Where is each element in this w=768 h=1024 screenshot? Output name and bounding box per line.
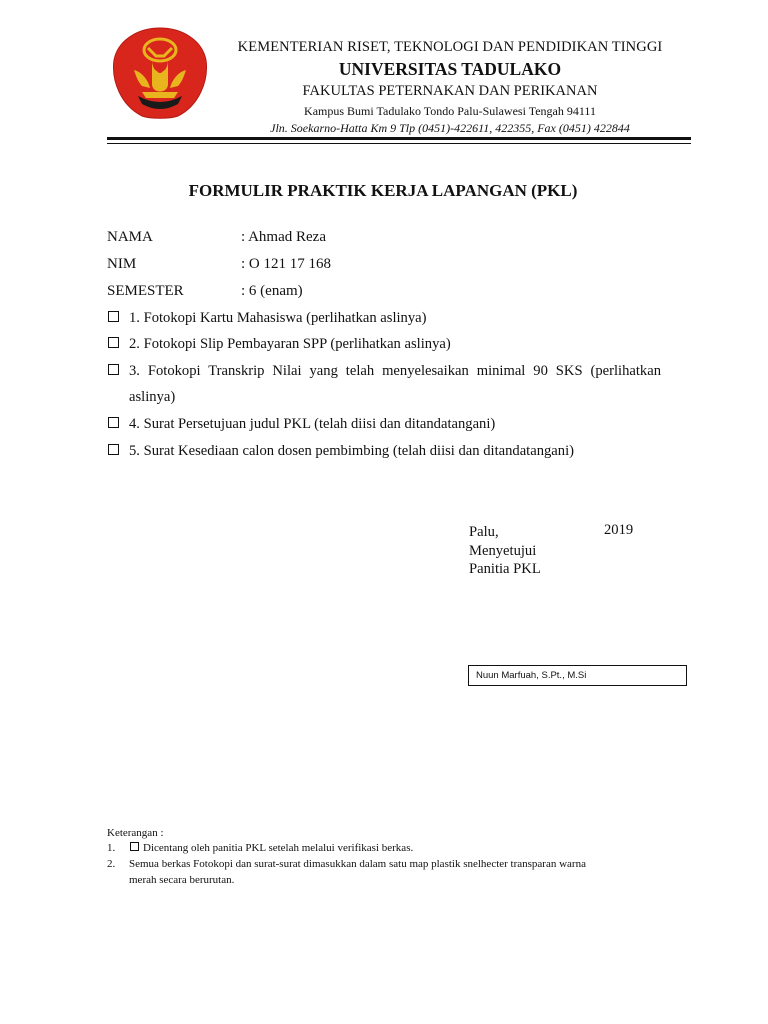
header-divider-thin: [107, 143, 691, 144]
field-nama: [107, 229, 326, 246]
checklist-text: 2. Fotokopi Slip Pembayaran SPP (perlihatkan aslinya): [129, 336, 451, 352]
signature-committee: Panitia PKL: [469, 561, 541, 577]
notes-heading: Keterangan :: [107, 827, 164, 839]
checkbox[interactable]: [108, 417, 119, 428]
header-divider-thick: [107, 137, 691, 140]
checklist-text: 4. Surat Persetujuan judul PKL (telah diisi dan ditandatangani): [129, 416, 496, 432]
campus-address: Kampus Bumi Tadulako Tondo Palu-Sulawesi Tengah 94111: [304, 104, 596, 118]
faculty-name: FAKULTAS PETERNAKAN DAN PERIKANAN: [302, 83, 598, 99]
field-value: : 6 (enam): [241, 283, 303, 299]
university-logo: [112, 26, 208, 120]
signature-approval: Menyetujui: [469, 543, 537, 559]
checklist-text: 5. Surat Kesediaan calon dosen pembimbing (telah diisi dan ditandatangani): [129, 443, 574, 459]
signature-year: 2019: [604, 522, 634, 538]
field-label: NIM: [107, 256, 137, 272]
note-text: Semua berkas Fotokopi dan surat-surat dimasukkan dalam satu map plastik snelhecter transparan warna: [129, 858, 586, 870]
field-label: NAMA: [107, 229, 153, 245]
checklist-item: [107, 305, 661, 331]
field-label: SEMESTER: [107, 283, 184, 299]
field-value: : O 121 17 168: [241, 256, 331, 272]
note-continuation: merah secara berurutan.: [129, 874, 235, 886]
field-nim: [107, 256, 331, 273]
note-text: Dicentang oleh panitia PKL setelah melalui verifikasi berkas.: [143, 842, 414, 854]
checklist-item-continuation: aslinya): [129, 389, 176, 405]
checklist-item: [107, 331, 661, 357]
checklist-text: 3. Fotokopi Transkrip Nilai yang telah menyelesaikan minimal 90 SKS (perlihatkan: [129, 363, 661, 379]
signatory-name-box: [468, 665, 687, 686]
field-semester: [107, 283, 303, 300]
checkbox[interactable]: [108, 444, 119, 455]
checkbox[interactable]: [108, 337, 119, 348]
checklist-item: [107, 358, 661, 384]
checklist-item: [107, 411, 661, 437]
note-number: 1.: [107, 842, 116, 854]
note-item: [107, 842, 413, 854]
form-title: FORMULIR PRAKTIK KERJA LAPANGAN (PKL): [188, 181, 578, 200]
checkbox-icon: [130, 842, 139, 851]
note-item: [107, 858, 586, 870]
note-number: 2.: [107, 858, 116, 870]
ministry-name: KEMENTERIAN RISET, TEKNOLOGI DAN PENDIDIKAN TINGGI: [237, 39, 663, 55]
checklist-text: 1. Fotokopi Kartu Mahasiswa (perlihatkan aslinya): [129, 310, 427, 326]
contact-address: Jln. Soekarno-Hatta Km 9 Tlp (0451)-422611, 422355, Fax (0451) 422844: [270, 121, 630, 135]
field-value: : Ahmad Reza: [241, 229, 326, 245]
university-name: UNIVERSITAS TADULAKO: [338, 59, 562, 79]
checklist-item: [107, 438, 661, 464]
checkbox[interactable]: [108, 311, 119, 322]
signature-place: Palu,: [469, 524, 499, 540]
signatory-name: Nuun Marfuah, S.Pt., M.Si: [476, 670, 587, 681]
checkbox[interactable]: [108, 364, 119, 375]
